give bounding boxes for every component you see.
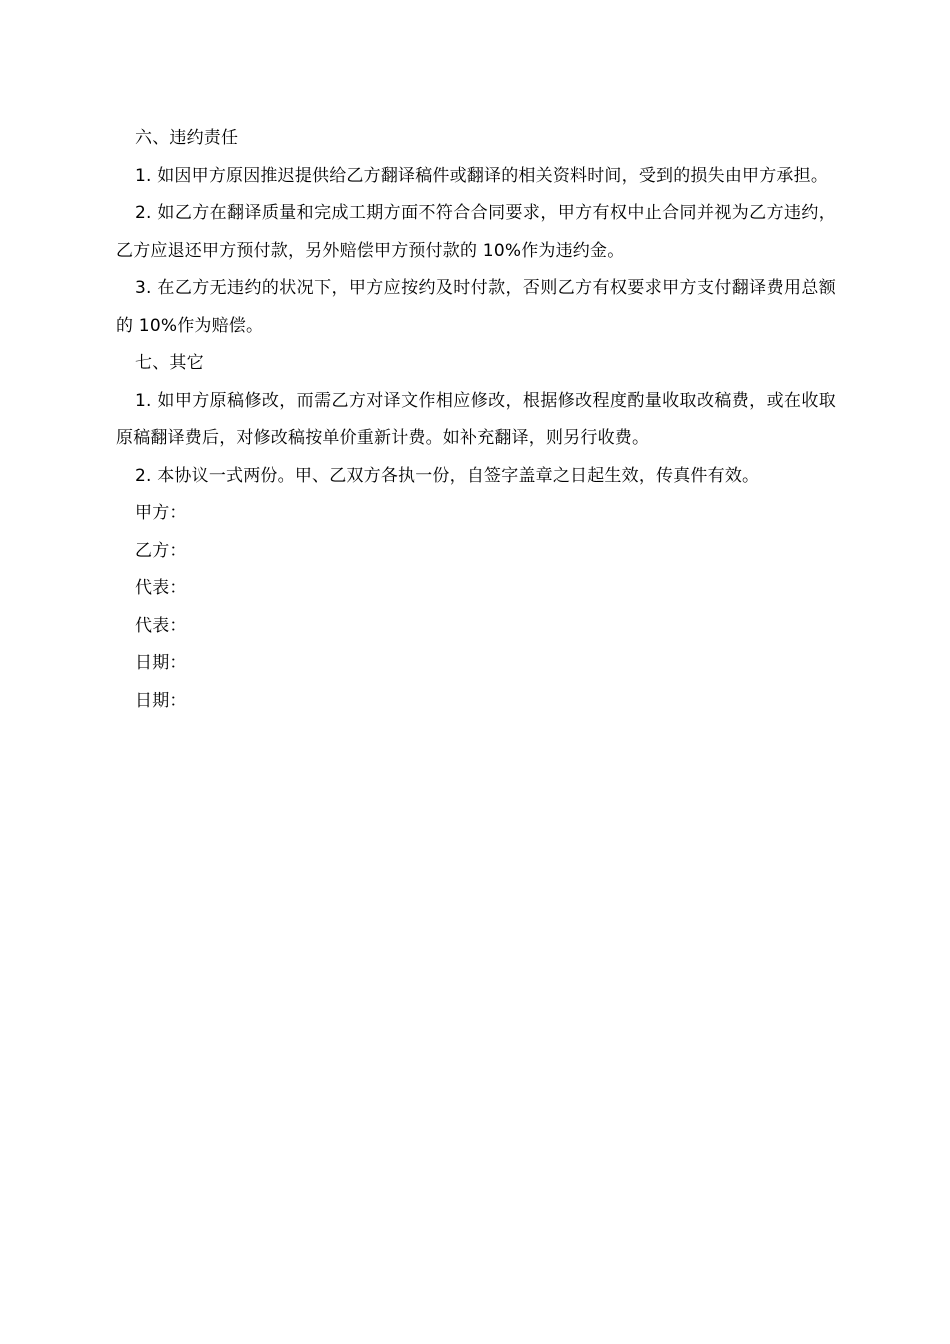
party-a-representative-field: 代表： — [135, 578, 187, 598]
party-a-field: 甲方： — [135, 503, 187, 523]
section-7-heading: 七、其它 — [135, 353, 204, 373]
section-6-item-1: 1. 如因甲方原因推迟提供给乙方翻译稿件或翻译的相关资料时间，受到的损失由甲方承担。 — [135, 165, 829, 186]
party-b-date-field: 日期： — [135, 690, 187, 711]
party-a-date-field: 日期： — [135, 653, 187, 673]
section-7-item-2: 2. 本协议一式两份。甲、乙双方各执一份，自签字盖章之日起生效，传真件有效。 — [135, 465, 760, 486]
party-b-representative-field: 代表： — [135, 615, 187, 636]
section-7-item-1: 1. 如甲方原稿修改，而需乙方对译文作相应修改，根据修改程度酌量收取改稿费，或在收取原稿翻译费后，对修改稿按单价重新计费。如补充翻译，则另行收费。 — [116, 390, 836, 448]
section-6-heading: 六、违约责任 — [135, 128, 239, 148]
party-b-field: 乙方： — [135, 540, 187, 561]
section-6-item-3: 3. 在乙方无违约的状况下，甲方应按约及时付款，否则乙方有权要求甲方支付翻译费用总额的 10%作为赔偿。 — [116, 278, 836, 336]
section-6-item-2: 2. 如乙方在翻译质量和完成工期方面不符合合同要求，甲方有权中止合同并视为乙方违约，乙方应退还甲方预付款，另外赔偿甲方预付款的 10%作为违约金。 — [116, 203, 836, 261]
document-body — [116, 120, 836, 720]
